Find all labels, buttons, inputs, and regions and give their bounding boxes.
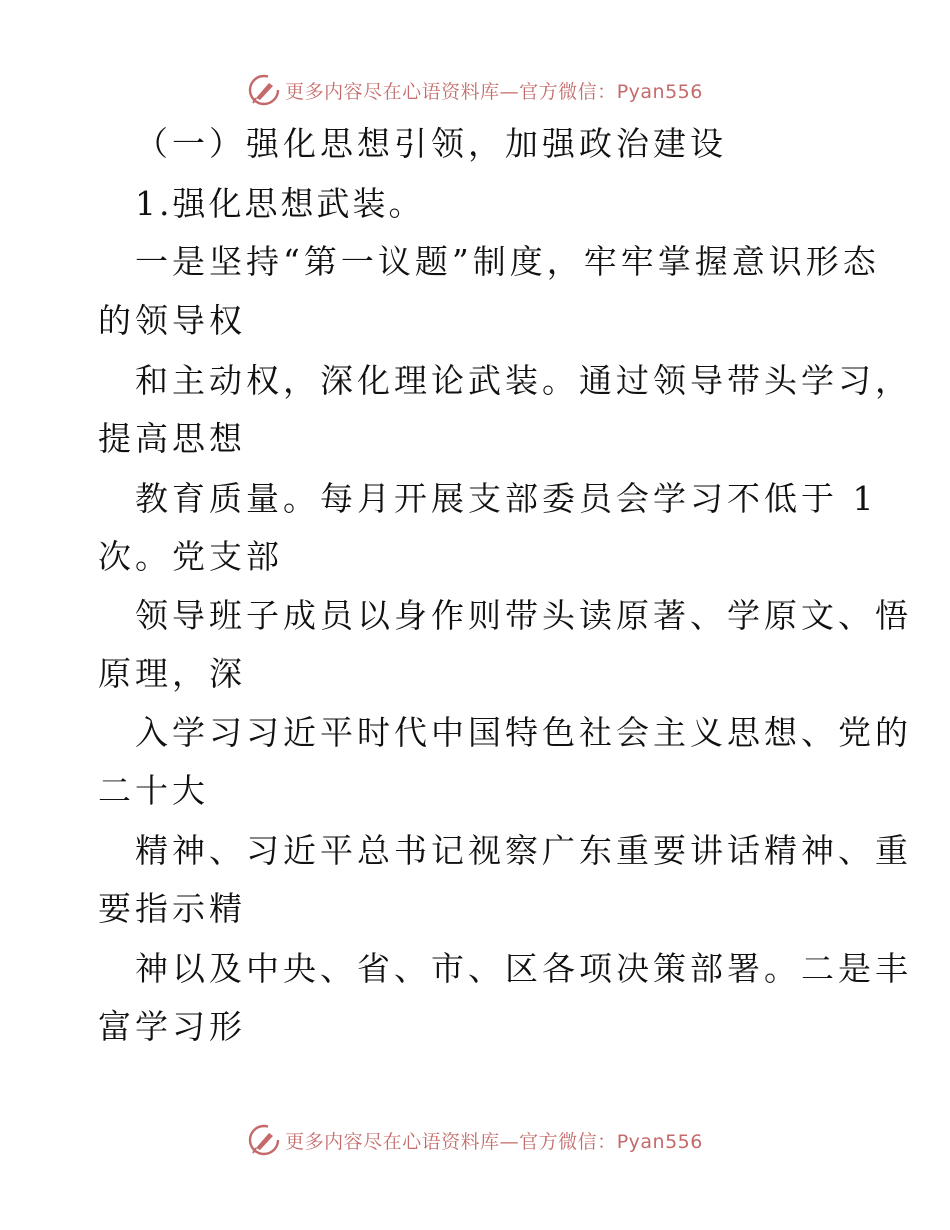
watermark-text: 更多内容尽在心语资料库—官方微信：Pyan556 xyxy=(285,80,703,103)
paragraph-line: 二十大 xyxy=(98,771,209,810)
paragraph-line: 神以及中央、省、市、区各项决策部署。二是丰 xyxy=(135,949,912,988)
section-heading: （一）强化思想引领，加强政治建设 xyxy=(135,124,727,163)
paragraph-line: 原理，深 xyxy=(98,654,246,693)
paragraph-line: 一是坚持“第一议题”制度，牢牢掌握意识形态 xyxy=(135,242,880,281)
paragraph-line: 的领导权 xyxy=(98,301,246,340)
header-watermark xyxy=(0,70,950,110)
subsection-heading: 1.强化思想武装。 xyxy=(135,184,425,223)
paragraph-line: 教育质量。每月开展支部委员会学习不低于 1 xyxy=(135,479,878,518)
paragraph-line: 富学习形 xyxy=(98,1007,246,1046)
paragraph-line: 次。党支部 xyxy=(98,537,283,576)
paragraph-line: 入学习习近平时代中国特色社会主义思想、党的 xyxy=(135,713,912,752)
paragraph-line: 要指示精 xyxy=(98,889,246,928)
quill-logo-icon xyxy=(247,73,281,107)
quill-logo-icon xyxy=(247,1123,281,1157)
paragraph-line: 和主动权，深化理论武装。通过领导带头学习， xyxy=(135,361,912,400)
paragraph-line: 提高思想 xyxy=(98,419,246,458)
watermark-text: 更多内容尽在心语资料库—官方微信：Pyan556 xyxy=(285,1130,703,1153)
paragraph-line: 精神、习近平总书记视察广东重要讲话精神、重 xyxy=(135,831,912,870)
footer-watermark xyxy=(0,1120,950,1160)
paragraph-line: 领导班子成员以身作则带头读原著、学原文、悟 xyxy=(135,596,912,635)
